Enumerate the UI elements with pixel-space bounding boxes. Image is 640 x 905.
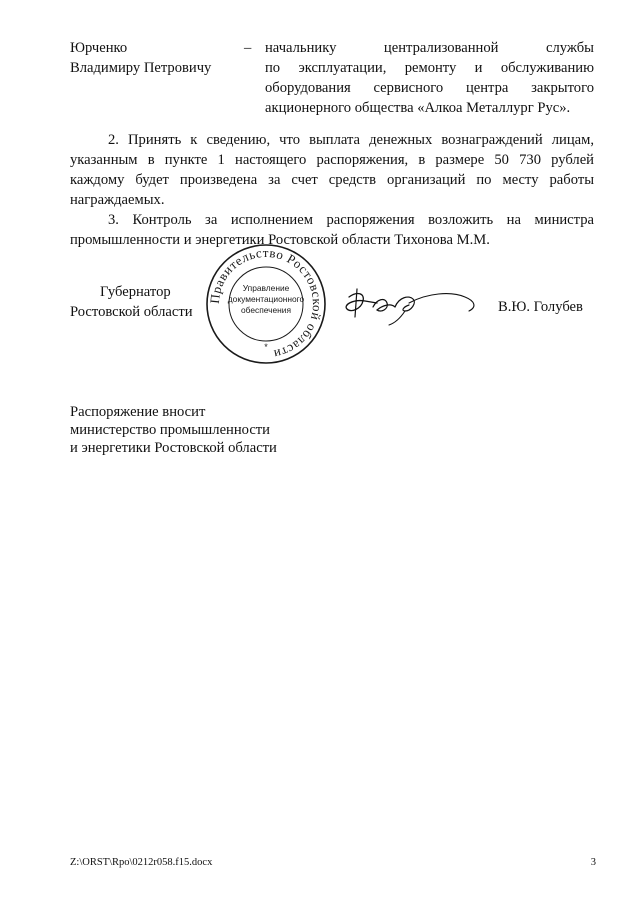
paragraph-2-line-1: 2. Принять к сведению, что выплата денежных вознаграждений лицам,: [108, 132, 594, 148]
stamp-inner-line-3: обеспечения: [241, 305, 291, 315]
stamp-inner-line-2: документационного: [227, 294, 305, 304]
signatory-title-line-1: Губернатор: [100, 284, 171, 300]
paragraph-2-line-3: каждому будет произведена за счет средств организаций по месту работы: [70, 172, 594, 188]
paragraph-2-line-4: награждаемых.: [70, 192, 165, 208]
stamp-star: *: [264, 342, 268, 352]
footer-file-path: Z:\ORST\Rpo\0212r058.f15.docx: [70, 857, 213, 868]
recipient-dash: –: [244, 40, 252, 56]
introduced-by-line-1: Распоряжение вносит: [70, 404, 206, 420]
signatory-title-line-2: Ростовской области: [70, 304, 193, 320]
introduced-by-line-3: и энергетики Ростовской области: [70, 440, 277, 456]
stamp-ring-text: Правительство Ростовской области: [206, 244, 326, 363]
recipient-surname: Юрченко: [70, 40, 128, 56]
recipient-given-name: Владимиру Петровичу: [70, 60, 212, 76]
recipient-position-line-1: начальнику централизованной службы: [265, 40, 594, 56]
signatory-name: В.Ю. Голубев: [498, 299, 583, 315]
recipient-position-line-4: акционерного общества «Алкоа Металлург Рус».: [265, 100, 571, 116]
stamp-inner-line-1: Управление: [242, 283, 290, 293]
recipient-position-line-2: по эксплуатации, ремонту и обслуживанию: [265, 60, 594, 76]
paragraph-2-line-2: указанным в пункте 1 настоящего распоряжения, в размере 50 730 рублей: [70, 152, 594, 168]
official-seal-stamp: [204, 242, 328, 366]
footer-page-number: 3: [590, 857, 596, 868]
introduced-by-line-2: министерство промышленности: [70, 422, 270, 438]
recipient-position-line-3: оборудования сервисного центра закрытого: [265, 80, 594, 96]
handwritten-signature: [343, 283, 483, 327]
paragraph-3-line-2: промышленности и энергетики Ростовской области Тихонова М.М.: [70, 232, 490, 248]
paragraph-3-line-1: 3. Контроль за исполнением распоряжения возложить на министра: [108, 212, 594, 228]
